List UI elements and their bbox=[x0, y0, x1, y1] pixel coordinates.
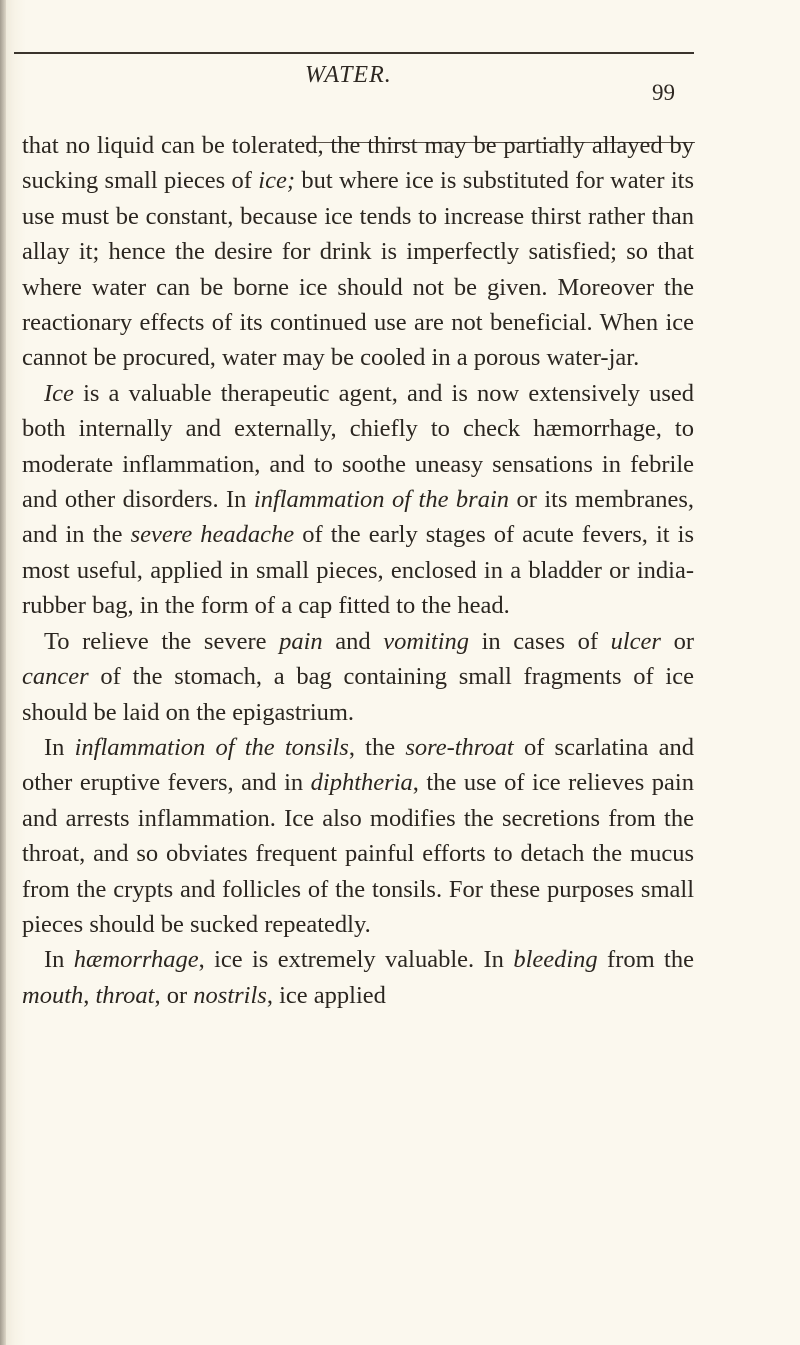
text-segment: , or bbox=[154, 981, 194, 1009]
italic-text: cancer bbox=[22, 663, 89, 691]
text-segment: , the use of ice relieves pain and arrests inflammation. Ice also modifies the secretions from the throat, and so obviates frequent painful efforts to detach the mucus from the crypts and follicles of the tonsils. For these purposes small pieces should be sucked repeatedly. bbox=[22, 769, 694, 938]
running-head bbox=[0, 62, 700, 105]
text-segment: but where ice is substituted for water its use must be constant, because ice tends to increase thirst rather than allay it; hence the desire for drink is imperfectly satisfied; so that where water can be borne ice should not be given. Moreover the reactionary effects of its continued use are not beneficial. When ice cannot be procured, water may be cooled in a porous water-jar. bbox=[22, 167, 694, 372]
italic-text: inflammation of the brain bbox=[253, 486, 510, 514]
italic-text: ice; bbox=[258, 167, 295, 195]
italic-text: bleeding bbox=[513, 946, 598, 974]
text-segment: To relieve the severe bbox=[44, 627, 280, 655]
italic-text: inflammation of the tonsils bbox=[74, 733, 349, 761]
italic-text: vomiting bbox=[383, 627, 470, 655]
italic-text: ulcer bbox=[610, 627, 661, 655]
text-segment: in cases of bbox=[469, 627, 611, 655]
italic-text: diphtheria bbox=[310, 769, 413, 797]
text-segment: or its membranes, and in the bbox=[22, 486, 694, 549]
text-segment: that no liquid can be tolerated, the thirst may be partially allayed by sucking small pieces of bbox=[22, 132, 694, 195]
page-number: 99 bbox=[652, 80, 675, 105]
italic-text: hæmorrhage bbox=[73, 946, 199, 974]
italic-text: mouth bbox=[22, 981, 84, 1009]
text-segment: is a valuable therapeutic agent, and is now extensively used both internally and externally, chiefly to check hæmorrhage, to moderate inflammation, and to soothe uneasy sensations in febrile and other disorders. In bbox=[22, 379, 694, 514]
italic-text: sore-throat bbox=[405, 733, 514, 761]
text-segment: and bbox=[322, 627, 384, 655]
italic-text: throat bbox=[95, 981, 155, 1009]
text-segment: , ice is extremely valuable. In bbox=[198, 946, 514, 974]
paragraph bbox=[22, 730, 694, 942]
text-segment: from the bbox=[597, 946, 694, 974]
text-segment: of scarlatina and other eruptive fevers, and in bbox=[22, 733, 694, 797]
text-segment: of the stomach, a bag containing small fragments of ice should be laid on the epigastrium. bbox=[22, 663, 694, 726]
text-segment: , ice applied bbox=[266, 981, 386, 1009]
text-segment: , bbox=[83, 981, 96, 1009]
top-rule bbox=[14, 52, 694, 54]
text-segment: of the early stages of acute fevers, it is most useful, applied in small pieces, enclosed in a bladder or india-rubber bag, in the form of a cap fitted to the head. bbox=[22, 521, 695, 620]
paragraph bbox=[22, 942, 694, 1013]
text-segment: or bbox=[660, 627, 694, 655]
running-head-title: WATER. bbox=[305, 62, 392, 88]
paragraph bbox=[22, 128, 694, 376]
text-segment: In bbox=[44, 733, 75, 761]
text-segment: , the bbox=[348, 733, 406, 761]
paragraph bbox=[22, 624, 694, 730]
text-segment: In bbox=[44, 946, 74, 974]
page-spine-shadow bbox=[0, 0, 6, 1345]
italic-text: pain bbox=[279, 627, 323, 655]
italic-text: nostrils bbox=[193, 981, 267, 1009]
body-text bbox=[22, 128, 694, 1013]
italic-text: Ice bbox=[44, 379, 74, 407]
italic-text: severe headache bbox=[130, 521, 295, 549]
paragraph bbox=[22, 376, 694, 624]
